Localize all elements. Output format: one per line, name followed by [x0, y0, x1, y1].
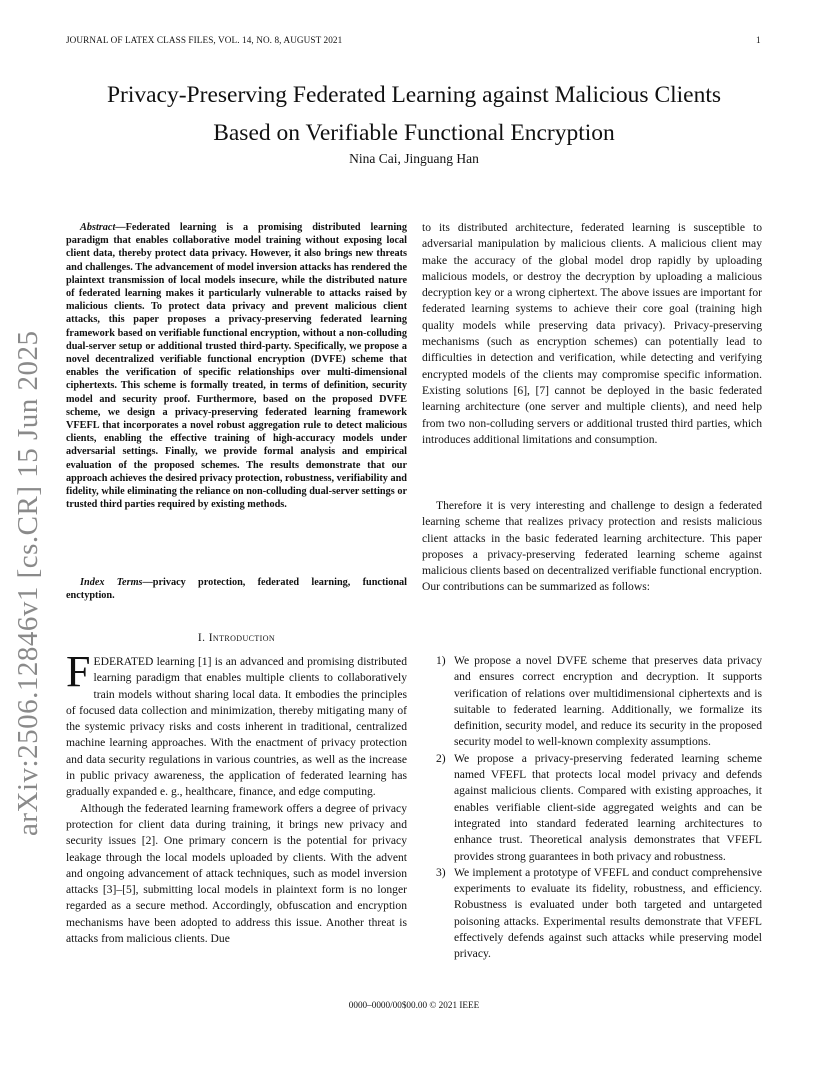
intro-lead-caps: EDERATED — [93, 655, 154, 668]
arxiv-stamp[interactable]: arXiv:2506.12846v1 [cs.CR] 15 Jun 2025 — [12, 330, 44, 836]
list-item-text: We propose a novel DVFE scheme that preserves data privacy and ensures correct encryption and decryption. It supports verification of relations over multidimensional ciphertexts and is suitable to federated learning. Additionally, we formalize its definition, security model, and reduce its security in the proposed security model to well-known complexity assumptions. — [454, 654, 762, 749]
title-line-1: Privacy-Preserving Federated Learning against Malicious Clients — [106, 82, 722, 108]
introduction — [66, 647, 407, 947]
list-item-number: 3) — [436, 865, 446, 879]
authors: Nina Cai, Jinguang Han — [349, 151, 479, 166]
right-column-paragraph-1 — [422, 220, 762, 448]
list-item — [422, 751, 762, 865]
drop-cap: F — [66, 647, 91, 696]
section-number: I. — [197, 632, 206, 644]
right-column-paragraph-2 — [422, 498, 762, 596]
list-item-number: 1) — [436, 654, 446, 667]
abstract-lead: Abstract — [80, 222, 116, 233]
index-terms-text: —privacy protection, federated learning, functional enctyption. — [66, 577, 407, 602]
title-line-2: Based on Verifiable Functional Encryption — [213, 120, 615, 146]
abstract-text: —Federated learning is a promising distributed learning paradigm that enables collaborative model training without exposing local client data, thereby protect data privacy. However, it also brings new threats and challenges. The advancement of model inversion attacks has rendered the plaintext transmission of local models insecure, while the distributed nature of federated learning makes it particularly vulnerable to attacks raised by malicious clients. To protect data privacy and prevent malicious client attacks, this paper proposes a privacy-preserving federated learning framework based on verifiable functional encryption, without a non-colluding dual-server setup or additional trusted third-party. Specifically, we propose a novel decentralized verifiable functional encryption (DVFE) scheme that enables the verification of specific relationships over multi-dimensional ciphertexts. This scheme is formally treated, in terms of definition, security model and security proof. Furthermore, based on the proposed DVFE scheme, we design a privacy-preserving federated learning framework VFEFL that incorporates a novel robust aggregation rule to detect malicious clients, enabling the effective training of high-accuracy models under adversarial settings. Finally, we provide formal analysis and empirical evaluation of the proposed schemes. The results demonstrate that our approach achieves the desired privacy protection, robustness, verifiability and fidelity, while eliminating the reliance on non-colluding dual-server settings or trusted third parties required by existing methods. — [66, 222, 407, 511]
paper-title — [60, 76, 768, 152]
index-terms-lead: Index Terms — [80, 577, 143, 588]
section-heading — [66, 632, 407, 644]
intro-paragraph-2: Although the federated learning framework offers a degree of privacy protection for client data during training, it brings new privacy and security issues [2]. One primary concern is the potential for privacy leakage through the local models uploaded by clients. With the advent and ongoing advancement of attack techniques, such as model inversion attacks [3]–[5], submitting local models in plaintext form is no longer regarded as a secure method. Accordingly, obfuscation and encryption mechanisms have been adopted to address this issue. Another threat is attacks from malicious clients. Due — [66, 801, 407, 946]
contributions-list — [422, 653, 762, 963]
copyright-footer: 0000–0000/00$00.00 © 2021 IEEE — [348, 1000, 480, 1010]
list-item — [422, 653, 762, 751]
list-item-text: We propose a privacy-preserving federated learning scheme named VFEFL that protects local model privacy and defends against malicious clients. Compared with existing approaches, it enables verifiable client-side aggregated weights and can be integrated into standard federated learning architectures to enhance trust. Theoretical analysis demonstrates that VFEFL provides strong guarantees in both privacy and robustness. — [454, 751, 762, 863]
page-number: 1 — [756, 35, 761, 45]
list-item — [422, 865, 762, 963]
abstract — [66, 221, 407, 511]
section-title: Introduction — [208, 632, 276, 644]
list-item-text: We implement a prototype of VFEFL and conduct comprehensive experiments to evaluate its fidelity, robustness, and efficiency. Robustness is evaluated under both targeted and untargeted poisoning attacks. Experimental results demonstrate that VFEFL effectively defends against such attacks while preserving model privacy. — [454, 865, 762, 961]
index-terms — [66, 576, 407, 602]
right-p1: to its distributed architecture, federated learning is susceptible to adversarial manipulation by malicious clients. A malicious client may make the accuracy of the global model drop rapidly by uploading malicious models, or destroy the decryption by uploading a malicious decryption key or a wrong ciphertext. The above issues are important for federated learning systems to achieve their core goal (training high quality models while preserving data privacy). Privacy-preserving mechanisms (such as encryption schemes) can potentially lead to difficulties in detection and verification, while detecting and verifying encrypted models of the clients may compromise specific information. Existing solutions [6], [7] cannot be deployed in the basic federated learning architecture (one server and multiple clients), and need help from two non-colluding servers or additional trusted third parties, which introduces additional limitations and consumption. — [422, 221, 762, 446]
intro-paragraph-1 — [66, 647, 407, 801]
intro-p1-text: learning [1] is an advanced and promising distributed learning paradigm that enables multiple clients to collaboratively train models without sharing local data. It embodies the principles of focused data collection and minimization, thereby mitigating many of the systemic privacy risks and costs inherent in traditional, centralized machine learning approaches. With the enactment of privacy protection and data security regulations in various countries, as well as the increase in public privacy awareness, the application of federated learning has gradually expanded e. g., healthcare, finance, and edge computing. — [66, 655, 407, 799]
list-item-number: 2) — [436, 751, 446, 765]
right-p2: Therefore it is very interesting and challenge to design a federated learning scheme that realizes privacy protection and resists malicious client attacks in the basic federated learning architecture. This paper proposes a privacy-preserving federated learning scheme against malicious clients based on decentralized verifiable functional encryption. Our contributions can be summarized as follows: — [422, 499, 762, 594]
running-head: JOURNAL OF LATEX CLASS FILES, VOL. 14, NO. 8, AUGUST 2021 — [66, 35, 343, 45]
